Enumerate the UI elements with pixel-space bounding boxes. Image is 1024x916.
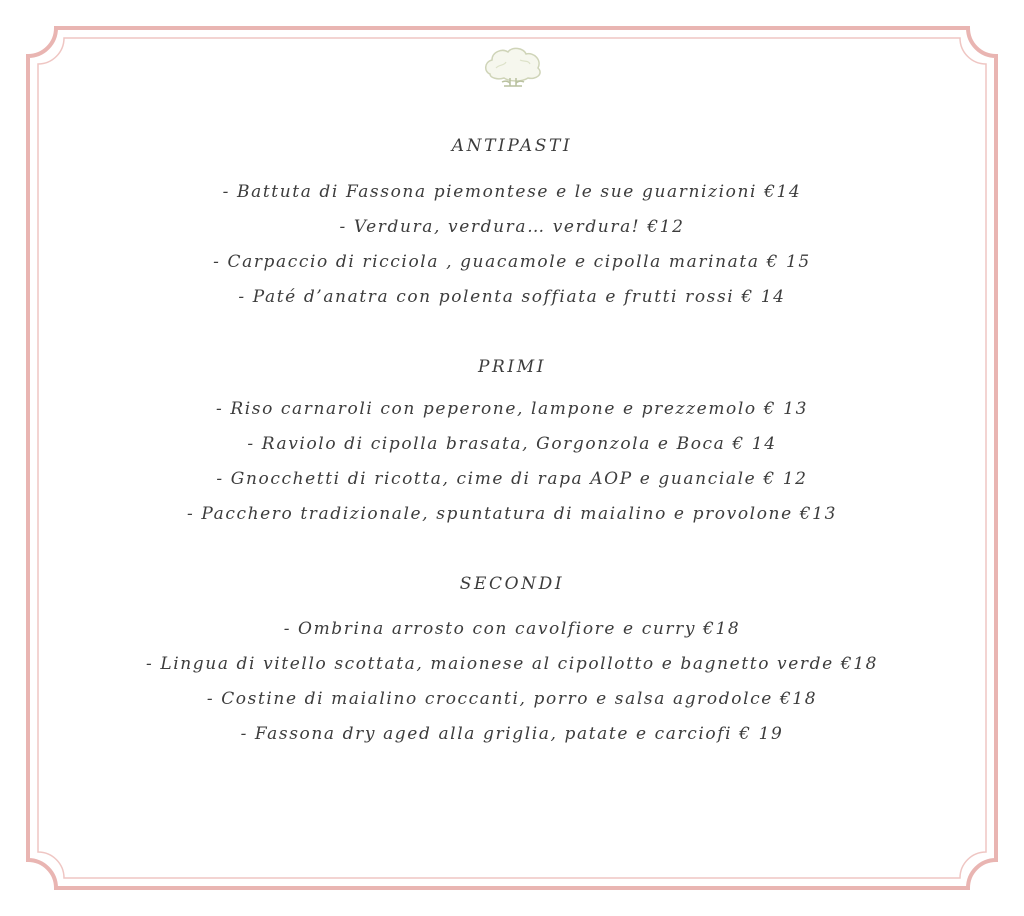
menu-item: - Fassona dry aged alla griglia, patate e carciofi € 19 xyxy=(240,724,784,744)
menu-item: - Carpaccio di ricciola , guacamole e cipolla marinata € 15 xyxy=(213,252,811,272)
section-title-antipasti: ANTIPASTI xyxy=(451,136,573,156)
menu-item: - Costine di maialino croccanti, porro e salsa agrodolce €18 xyxy=(206,689,818,709)
menu-item: - Riso carnaroli con peperone, lampone e prezzemolo € 13 xyxy=(215,399,809,419)
menu-item: - Pacchero tradizionale, spuntatura di maialino e provolone €13 xyxy=(186,504,837,524)
menu-item: - Gnocchetti di ricotta, cime di rapa AOP e guanciale € 12 xyxy=(216,469,808,489)
menu-item: - Raviolo di cipolla brasata, Gorgonzola e Boca € 14 xyxy=(247,434,777,454)
menu-item: - Ombrina arrosto con cavolfiore e curry €18 xyxy=(283,619,741,639)
section-title-secondi: SECONDI xyxy=(459,574,565,594)
menu-item: - Lingua di vitello scottata, maionese al cipollotto e bagnetto verde €18 xyxy=(145,654,879,674)
frame-inner-border xyxy=(38,38,986,878)
tree-emblem-icon xyxy=(480,44,546,92)
menu-item: - Verdura, verdura… verdura! €12 xyxy=(339,217,685,237)
section-title-primi: PRIMI xyxy=(477,357,547,377)
menu-item: - Battuta di Fassona piemontese e le sue guarnizioni €14 xyxy=(222,182,802,202)
menu-item: - Paté d’anatra con polenta soffiata e frutti rossi € 14 xyxy=(238,287,786,307)
